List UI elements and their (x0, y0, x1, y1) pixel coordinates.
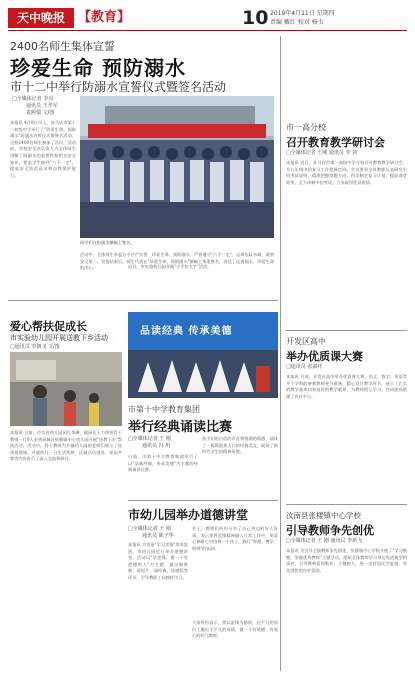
section-divider (8, 300, 278, 301)
lead-kicker: 2400名师生集体宣誓 (10, 40, 115, 53)
byline-line: 袁熙瑞 文/图 (26, 110, 55, 116)
date-line: 2019年4月11日 星期四 (270, 10, 335, 17)
paper-logo: 天中晚报 (8, 8, 74, 28)
mid-photo-caption: 近日，市实验幼儿园开展"小手拉大手"活动。 (128, 264, 212, 269)
sidebar-divider (286, 330, 407, 331)
sidebar3-body: 本报讯 为引导全镇教师争先创优，张楼镇中心学校开展了"学习楷模，争做优秀教师"主题活动，组织全体教师学习身边先进典型的事迹，引导教师爱岗敬业、立德树人，进一步营造比学赶超、争先创优的良好氛围。 (286, 548, 407, 573)
byline-line: 通讯员 王孝军 (26, 103, 58, 109)
section-label: 【教育】 (78, 10, 131, 25)
masthead (8, 8, 407, 31)
sidebar2-title: 举办优质课大赛 (286, 350, 363, 363)
classics-body1: 日前，市第十中学教育集团举行了以"品味经典，传承美德"为主题的经典诵读比赛。 (128, 454, 198, 473)
sidebar2-body: 本报讯 日前，开发区高中举办优质课大赛，语文、数学、英语等多个学科的参赛教师充分准备，精心设计教学环节，展示了扎实的教学基本功和良好的教学素养，为教师相互学习、共同提高搭建了良好平台。 (286, 374, 407, 399)
lead-subhead: 市十二中举行防溺水宣誓仪式暨签名活动 (10, 80, 227, 94)
kg2-title: 市幼儿园举办道德讲堂 (128, 508, 249, 522)
kg1-subtitle: 市实验幼儿园开展送教下乡活动 (10, 334, 108, 342)
kg1-photo (10, 352, 122, 426)
lead-byline (12, 96, 72, 117)
lead-body-col2: 活动中，全体师生举起右手庄严宣誓：珍爱生命，预防溺水，严格遵守"六不一定"，远离危险水域，做到安全第一。宣誓结束后，师生代表在"珍爱生命，预防溺水"横幅上郑重签名，表达了远离溺水、珍爱生命的决心。 (80, 252, 274, 271)
sidebar1-kicker: 市一高分校 (286, 123, 326, 132)
column-divider (280, 36, 281, 671)
lead-photo-image (80, 96, 274, 238)
page-number: 10 (242, 7, 269, 29)
kg2-body1: 本报讯 为营造"学习雷锋"浓厚氛围，市幼儿园近日举办道德讲堂。活动以"学雷锋，做一个有道德的人"为主题，通过唱歌曲、看短片、诵经典、谈感悟等环节，引导教职工向榜样学习。 (128, 542, 188, 580)
classics-body2: 选手们用自信的声音和饱满的情感，诵读了一篇篇脍炙人口的经典美文，展现了新时代学生的精神风貌。 (202, 436, 278, 455)
sidebar2-kicker: 开发区高中 (286, 337, 326, 346)
kg1-kicker: 爱心帮扶促成长 (10, 320, 87, 333)
byline-line: □全媒体记者 王 刚 (128, 436, 171, 442)
classics-title: 举行经典诵读比赛 (128, 420, 233, 435)
byline-line: 通讯员 冯 玥 (142, 443, 171, 449)
sidebar3-title: 引导教师争先创优 (286, 524, 374, 537)
sidebar2-byline: □通讯员 张淑祥 (286, 364, 323, 370)
byline-line: □全媒体记者 李亮 (12, 96, 54, 102)
sidebar3-byline: □全媒体记者 王 刚 通讯员 李新飞 (286, 538, 363, 544)
lead-photo (80, 96, 274, 238)
kg2-byline (128, 526, 188, 540)
classics-byline (128, 436, 198, 450)
sidebar-divider (286, 504, 407, 505)
sidebar1-byline: □全媒体记者 王刚 通讯员 李 剑 (286, 150, 358, 156)
date-block (270, 9, 335, 27)
classics-kicker: 市第十中学教育集团 (128, 405, 200, 414)
kg1-photo-image (10, 352, 122, 426)
banner-text: 品读经典 传承美德 (140, 326, 233, 337)
kg1-byline: □通讯员 李朝飞 文/图 (10, 344, 60, 350)
sidebar3-kicker: 汝南县张楼镇中心学校 (286, 511, 361, 520)
byline-line: □全媒体记者 王 刚 (128, 526, 171, 532)
lead-body-col1: 本报讯 4月8日早上，驻马店市第十二初级中学举行了"珍爱生命，预防溺水"防溺水宣誓仪式暨签名活动，全校2400名师生参加了活动。活动前，学校安全办负责人为全体师生讲解了防溺水的重要性和相关安全知识，要求学生做到"六不一定"，提高安全防范意识和自我保护能力。 (10, 120, 76, 178)
sidebar1-title: 召开教育教学研讨会 (286, 136, 385, 149)
lead-headline: 珍爱生命 预防溺水 (10, 56, 186, 80)
byline-line: 通讯员 陈子华 (142, 533, 174, 539)
kg2-body2: 会上，教师们纷纷分享了自己身边的好人好事，表示要将雷锋精神融入日常工作中，用爱心和耐心对待每一个孩子，践行"厚德、博学、明辨"的园训。 (192, 526, 278, 551)
kg2-body3: 大家纷纷表示，要以雷锋为榜样，在平凡的岗位上做出不平凡的成绩，做一个有道德、有爱心的幼儿教师。 (192, 620, 278, 639)
classics-photo (128, 312, 278, 398)
staff-line: 责编 戴红 校对 杨韦 (270, 19, 324, 26)
sidebar1-body: 本报讯 近日，驻马店市第一高级中学分校召开教育教学研讨会，为九年级中招复习工作把脉定向。会议要求全体教师认真研究中招考试说明，精准把握命题方向，科学制定复习计划，提高课堂效率，全力冲刺中招考试，力争取得优异成绩。 (286, 160, 407, 185)
section-divider (128, 500, 278, 501)
kg1-body: 本报讯 日前，市实验幼儿园园长李琳、副园长王力带领骨干教师一行9人来到驿城区蚁蜂镇中心幼儿园开展"送教下乡"帮扶活动。活动中，骨干教师为乡镇幼儿园的老师们展示了优质观摩课，并就幼儿一日生活常规、区域活动创设、家园共育等内容进行了深入交流和研讨。 (10, 430, 122, 462)
lead-photo-caption: 同学们在防溺水横幅上签名。 (80, 240, 135, 245)
